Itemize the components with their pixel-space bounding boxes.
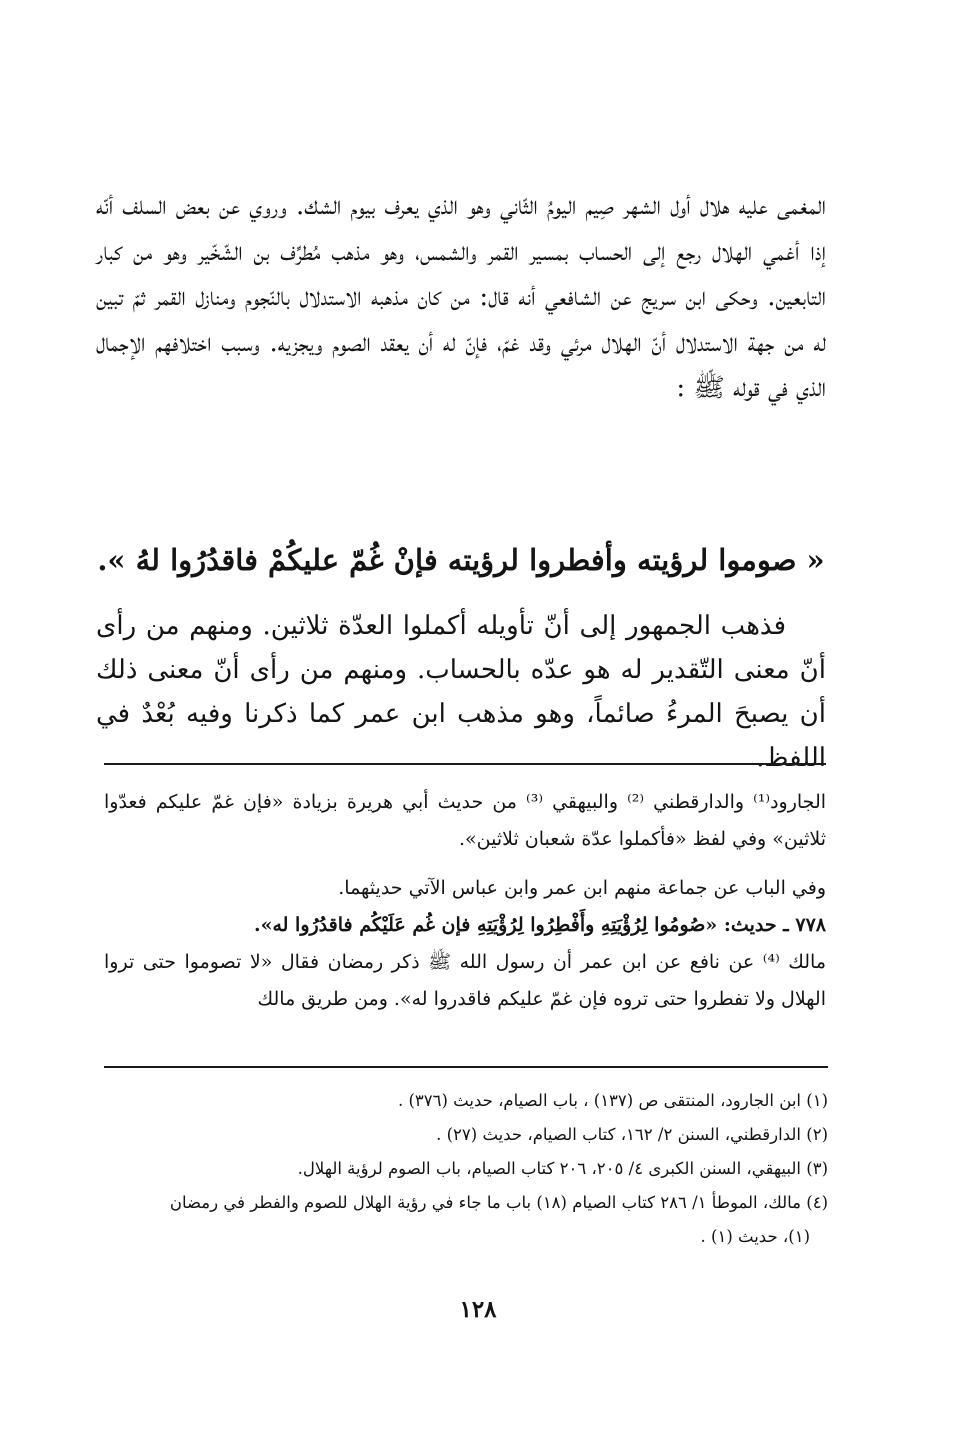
- commentary-hadith-heading: ٧٧٨ ـ حديث: «صُومُوا لِرُؤْيَتِهِ وأَفْطِرُوا لِرُؤْيَتِهِ فإن غُم عَلَيْكُم فاقدُرُوا له».: [253, 914, 826, 936]
- footnotes-block: [104, 1084, 828, 1254]
- commentary-spacer: [104, 858, 826, 870]
- commentary-line-3: مالك ⁽⁴⁾ عن نافع عن ابن عمر أن رسول الله ﷺ ذكر رمضان فقال «لا تصوموا حتى تروا الهلال ولا تفطروا حتى تروه فإن غمّ عليكم فاقدروا له». ومن طريق مالك: [104, 951, 826, 1010]
- footnote-4-continuation: (١)، حديث (١) .: [700, 1227, 810, 1246]
- footnote-4: (٤) مالك، الموطأ ١/ ٢٨٦ كتاب الصيام (١٨) باب ما جاء في رؤية الهلال للصوم والفطر في رمضان: [169, 1193, 828, 1212]
- footnote-2: (٢) الدارقطني، السنن ٢/ ١٦٢، كتاب الصيام، حديث (٢٧) .: [436, 1125, 828, 1144]
- main-text-divider: [104, 763, 826, 765]
- page-number: ١٢٨: [459, 1296, 497, 1323]
- commentary-line-2: وفي الباب عن جماعة منهم ابن عمر وابن عباس الآتي حديثهما.: [338, 877, 826, 899]
- commentary-block: [104, 784, 826, 1018]
- footnote-divider: [104, 1066, 828, 1068]
- main-paragraph-2: فذهب الجمهور إلى أنّ تأويله أكملوا العدّة ثلاثين. ومنهم من رأى أنّ معنى التّقدير له هو عدّه بالحساب. ومنهم من رأى أنّ معنى ذلك أن يصبحَ المرءُ صائماً، وهو مذهب ابن عمر كما ذكرنا وفيه بُعْدٌ في اللفظ.: [96, 611, 826, 773]
- footnote-1: (١) ابن الجارود، المنتقى ص (١٣٧) ، باب الصيام، حديث (٣٧٦) .: [397, 1091, 828, 1110]
- commentary-line-1: الجارود⁽¹⁾ والدارقطني ⁽²⁾ والبيهقي ⁽³⁾ من حديث أبي هريرة بزيادة «فإن غمّ عليكم فعدّوا ثلاثين» وفي لفظ «فأكملوا عدّة شعبان ثلاثين».: [104, 791, 827, 850]
- footnote-3: (٣) البيهقي، السنن الكبرى ٤/ ٢٠٥، ٢٠٦ كتاب الصيام، باب الصوم لرؤية الهلال.: [297, 1159, 828, 1178]
- main-paragraph-1: المغمى عليه هلال أول الشهر صِيم اليومُ الثّاني وهو الذي يعرف بيوم الشك. وروي عن بعض السلف أنّه إذا أغمي الهلال رجع إلى الحساب بمسير القمر والشمس، وهو مذهب مُطرِّف بن الشّخّير وهو من كبار التابعين. وحكى ابن سريج عن الشافعي أنه قال: من كان مذهبه الاستدلال بالنّجوم ومنازل القمر ثمّ تبين له من جهة الاستدلال أنّ الهلال مرئي وقد غمّ، فإنّ له أن يعقد الصوم ويجزيه. وسبب اختلافهم الإجمال الذي في قوله ﷺ :: [96, 191, 826, 403]
- main-text-block: [96, 184, 826, 412]
- hadith-quote: « صوموا لرؤيته وأفطروا لرؤيته فإنْ غُمّ عليكُمْ فاقدُرُوا لهُ ».: [97, 543, 825, 577]
